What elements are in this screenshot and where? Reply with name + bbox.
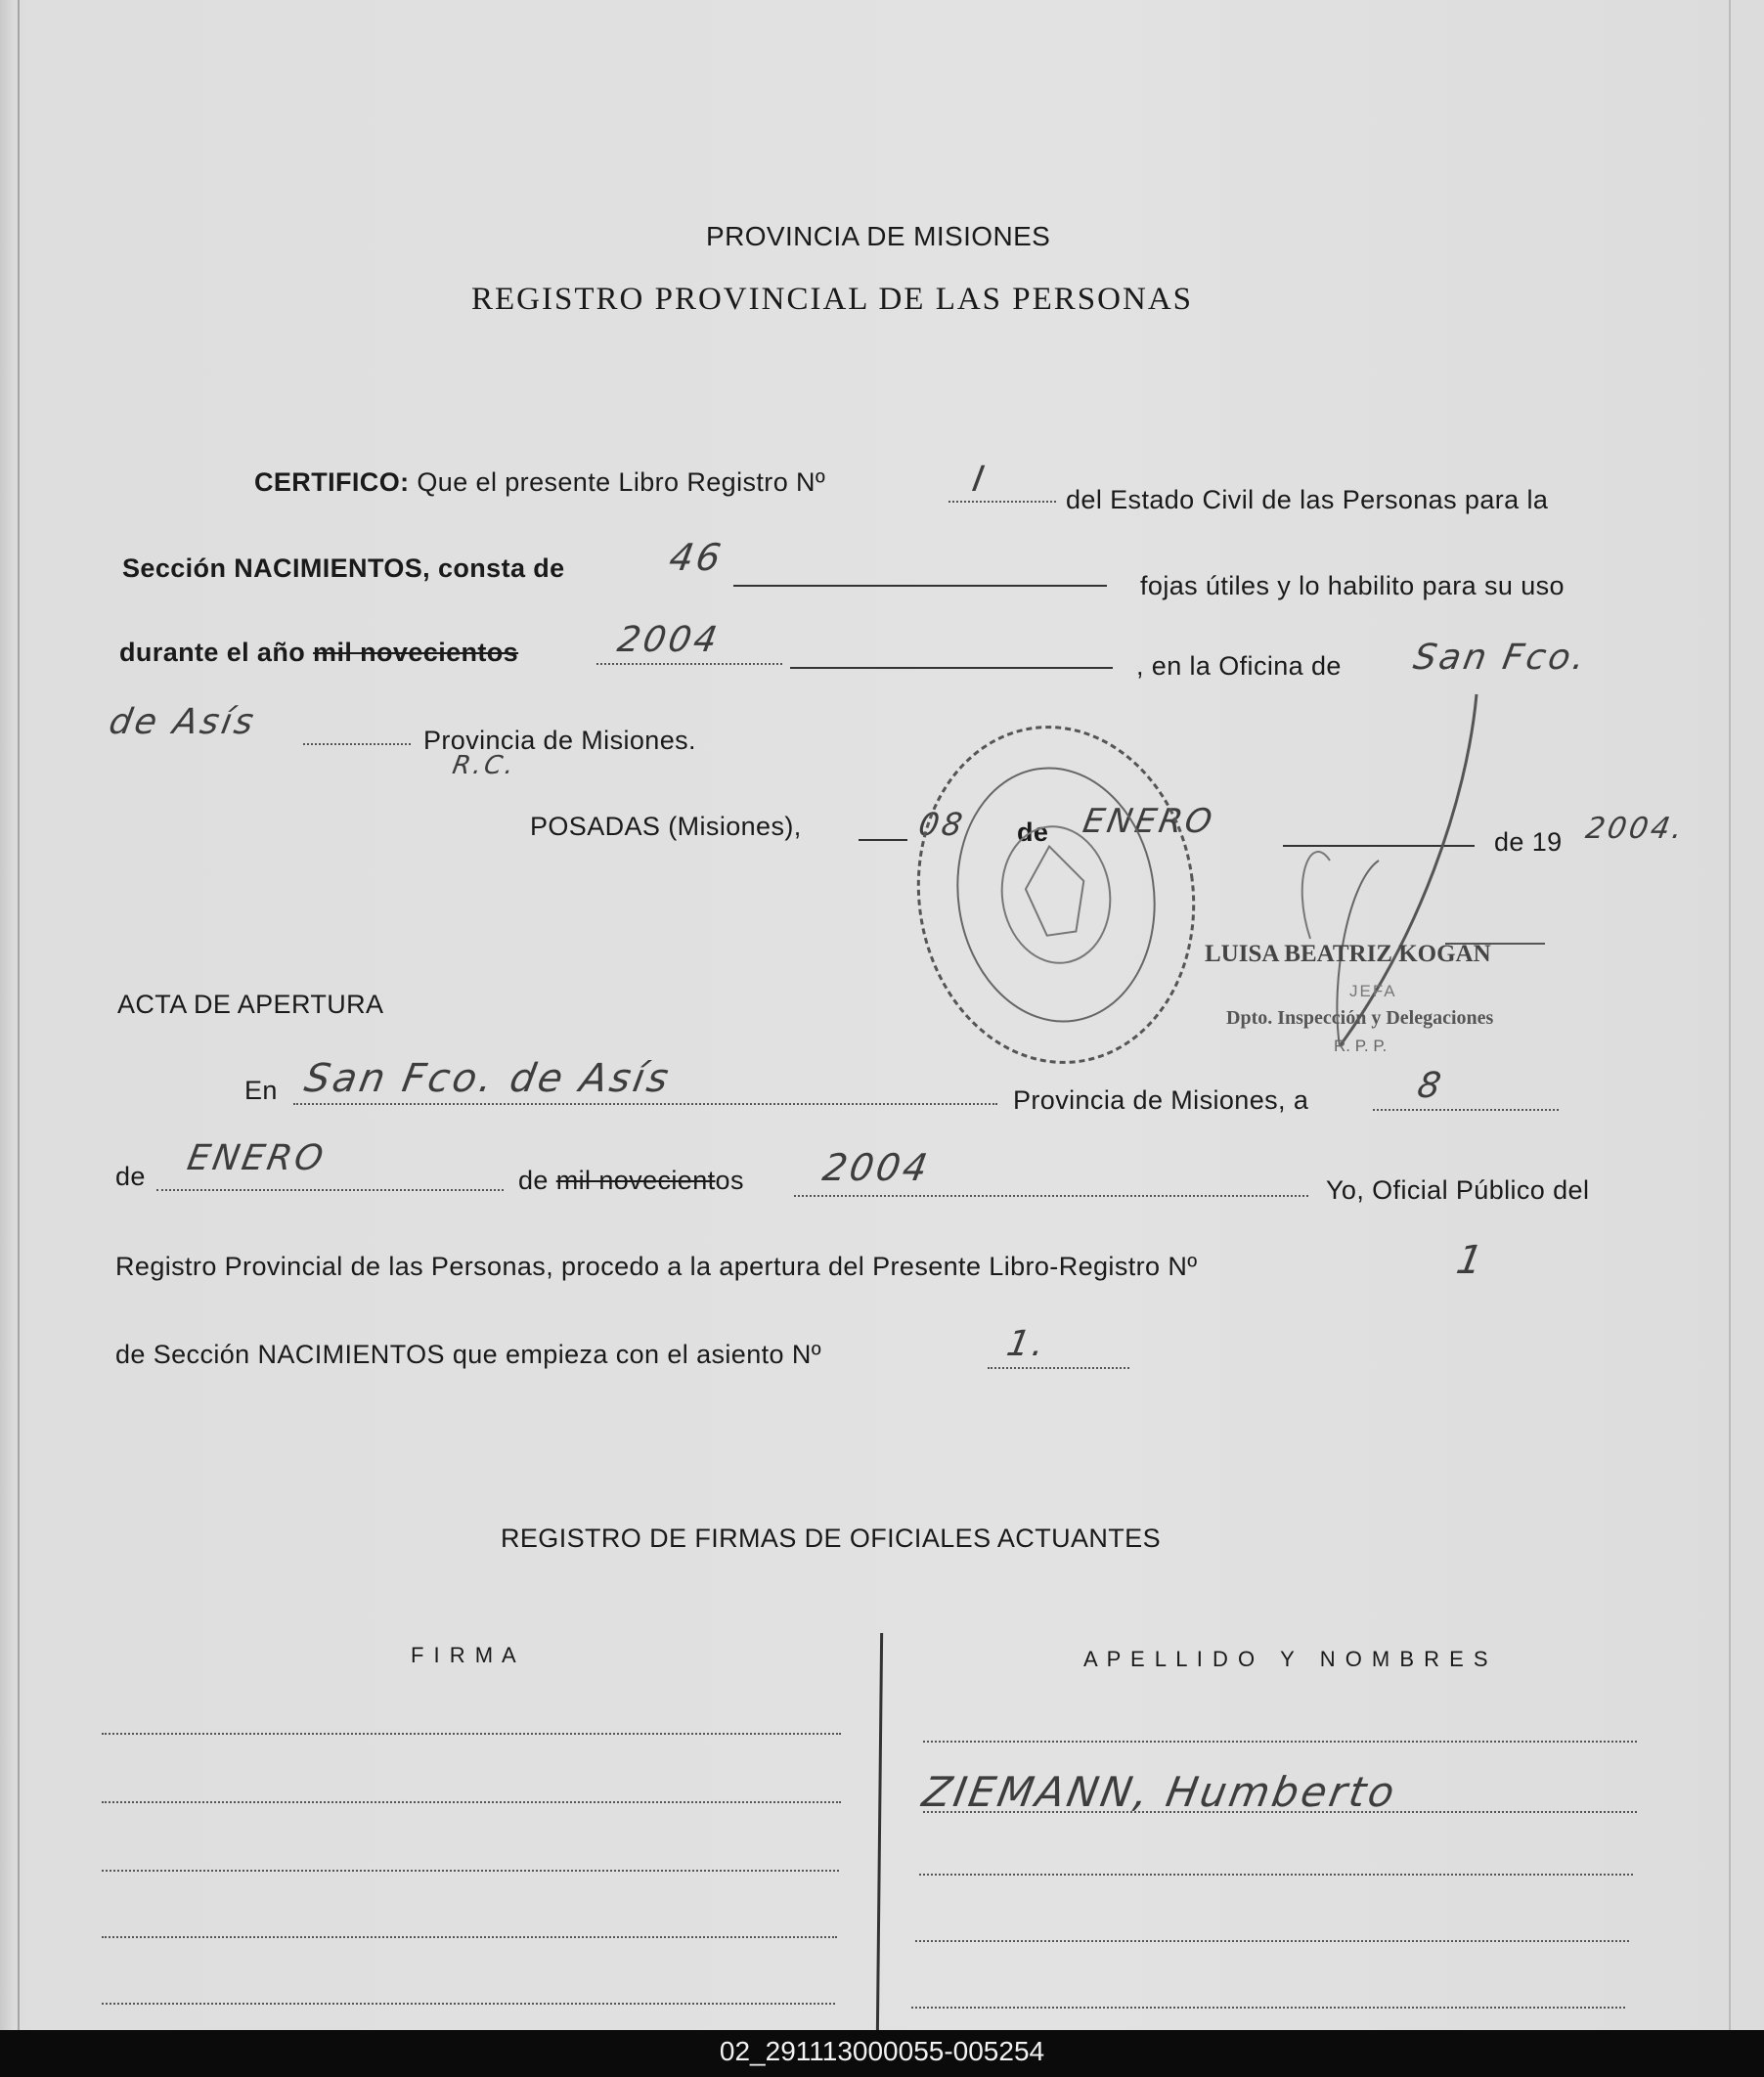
firma-row-3 — [102, 1870, 839, 1872]
acta-struck-tail: os — [715, 1166, 744, 1195]
acta-struck-novecient: mil novecient — [555, 1166, 716, 1195]
acta-de: de — [115, 1162, 146, 1191]
apellido-row-3 — [919, 1874, 1633, 1876]
acta-anio-dotline — [794, 1195, 1308, 1197]
stamp-org: R. P. P. — [1334, 1037, 1388, 1055]
lugar-fecha-text-a: POSADAS (Misiones), — [530, 812, 802, 841]
anio-line — [790, 667, 1113, 669]
certificado-text-2a — [122, 553, 565, 584]
rc-handwritten: R.C. — [450, 751, 519, 780]
apellido-row-2 — [923, 1811, 1637, 1813]
lugar-fecha-text-b: de — [1017, 818, 1049, 847]
acta-dia-dotline — [1373, 1109, 1559, 1111]
certificado-text-1a: Que el presente Libro Registro Nº — [417, 467, 826, 497]
oficial-name-handwritten: ZIEMANN, Humberto — [918, 1768, 1401, 1816]
acta-lugar-dotline — [293, 1103, 997, 1105]
apellido-row-1 — [923, 1741, 1637, 1743]
firma-row-4 — [102, 1936, 837, 1938]
dia-handwritten: 08 — [915, 806, 969, 843]
footer-id: 02_291113000055-005254 — [719, 2036, 1045, 2066]
oficina-handwritten-1: San Fco. — [1410, 638, 1591, 678]
fojas-handwritten: 46 — [666, 536, 728, 579]
acta-yo-oficial: Yo, Oficial Público del — [1326, 1175, 1590, 1205]
anio-handwritten: 2004 — [614, 620, 724, 660]
stamp-line — [1445, 943, 1545, 945]
durante-el-ano-text: durante el año — [119, 638, 306, 667]
apellido-row-5 — [911, 2007, 1625, 2009]
acta-line-3: Registro Provincial de las Personas, procedo a la apertura del Presente Libro-Registro Nº — [115, 1252, 1198, 1281]
certificado-text-3b: , en la Oficina de — [1136, 651, 1342, 681]
lugar-fecha-text-c: de 19 — [1494, 827, 1563, 857]
certificado-text-1b: del Estado Civil de las Personas para la — [1066, 485, 1549, 514]
seccion-nacimientos-text: Sección NACIMIENTOS, consta de — [122, 553, 565, 583]
fojas-line — [733, 585, 1107, 587]
header-registry: REGISTRO PROVINCIAL DE LAS PERSONAS — [471, 282, 1194, 317]
stamp-dept: Dpto. Inspección y Delegaciones — [1226, 1007, 1494, 1029]
official-seal-stamp — [886, 700, 1225, 1089]
mes-handwritten: ENERO — [1080, 802, 1218, 841]
col-firma-header: F I R M A — [411, 1643, 518, 1667]
acta-de-mil — [518, 1166, 744, 1196]
acta-line-4 — [115, 1340, 821, 1370]
certificado-line-3 — [119, 638, 518, 668]
page-edge-right — [1729, 0, 1731, 2030]
certificado-label: CERTIFICO: — [254, 467, 410, 497]
acta-mes-dotline — [156, 1189, 504, 1191]
firma-row-5 — [102, 2003, 835, 2005]
acta-en: En — [244, 1076, 278, 1105]
acta-mes-handwritten: ENERO — [184, 1138, 330, 1178]
certificado-text-4: Provincia de Misiones. — [423, 726, 696, 755]
asiento-dotline — [988, 1367, 1129, 1369]
firmas-title: REGISTRO DE FIRMAS DE OFICIALES ACTUANTES — [501, 1524, 1161, 1553]
page-edge-left — [18, 0, 20, 2030]
struck-mil-novecientos: mil novecientos — [313, 638, 519, 667]
certificado-text-2b: fojas útiles y lo habilito para su uso — [1140, 571, 1565, 600]
firmas-column-divider — [876, 1633, 883, 2030]
asiento-handwritten: 1. — [1003, 1324, 1050, 1364]
acta-libro-no-handwritten: 1 — [1452, 1238, 1489, 1283]
stamp-name: LUISA BEATRIZ KOGAN — [1205, 941, 1491, 967]
firma-row-1 — [102, 1733, 841, 1735]
libro-no-dotline — [948, 501, 1056, 503]
acta-de-2: de — [518, 1166, 549, 1195]
stamp-title: JEFA — [1349, 982, 1397, 1000]
acta-line-4-text: de Sección NACIMIENTOS que empieza con el asiento Nº — [115, 1340, 821, 1369]
acta-anio-handwritten: 2004 — [819, 1146, 934, 1189]
col-apellido-header: A P E L L I D O Y N O M B R E S — [1083, 1647, 1490, 1671]
acta-title: ACTA DE APERTURA — [117, 990, 384, 1019]
oficina-dotline — [303, 743, 411, 745]
firma-row-2 — [102, 1801, 841, 1803]
anio-dotline — [596, 663, 782, 665]
oficina-handwritten-2: de Asís — [106, 702, 260, 742]
apellido-row-4 — [915, 1940, 1629, 1942]
certificado-line-1 — [254, 467, 825, 498]
anio-fecha-handwritten: 2004. — [1582, 812, 1688, 846]
acta-provincia: Provincia de Misiones, a — [1013, 1085, 1309, 1115]
acta-dia-handwritten: 8 — [1414, 1066, 1447, 1106]
libro-no-handwritten: I — [969, 460, 991, 500]
signature-scrawl — [1271, 685, 1525, 1056]
acta-lugar-handwritten: San Fco. de Asís — [300, 1056, 675, 1101]
header-province: PROVINCIA DE MISIONES — [706, 221, 1051, 251]
